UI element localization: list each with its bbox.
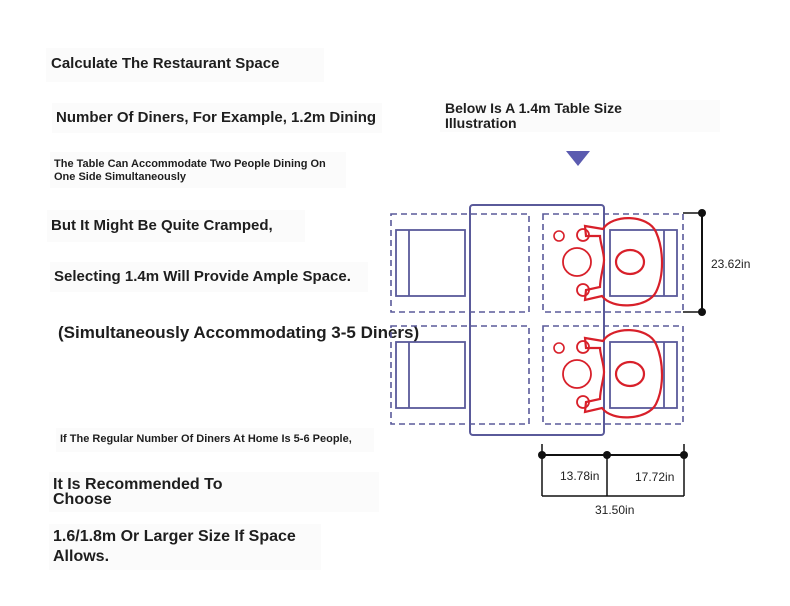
diner-right-top bbox=[543, 214, 683, 312]
title-line: Calculate The Restaurant Space bbox=[51, 55, 280, 72]
text-line-larger-size-b: Allows. bbox=[53, 548, 110, 565]
down-arrow-icon bbox=[566, 151, 590, 166]
text-line-recommended-b: Choose bbox=[53, 491, 112, 508]
diagram-caption-line1: Below Is A 1.4m Table Size bbox=[445, 100, 622, 116]
dim-height-label: 23.62in bbox=[711, 257, 751, 271]
text-line-regular-diners: If The Regular Number Of Diners At Home Is 5-6 People, bbox=[60, 433, 352, 445]
chair-left-top bbox=[391, 214, 529, 312]
text-line-example: Number Of Diners, For Example, 1.2m Dining bbox=[56, 109, 377, 126]
dim-left-label: 13.78in bbox=[560, 469, 600, 483]
text-line-ample: Selecting 1.4m Will Provide Ample Space. bbox=[54, 268, 351, 285]
chair-left-bottom bbox=[391, 326, 529, 424]
text-line-accommodating: (Simultaneously Accommodating 3-5 Diners) bbox=[58, 323, 420, 342]
text-line-two-people-b: One Side Simultaneously bbox=[54, 171, 187, 183]
height-dimension bbox=[683, 209, 706, 316]
text-line-cramped: But It Might Be Quite Cramped, bbox=[51, 217, 273, 234]
dim-total-label: 31.50in bbox=[595, 503, 635, 517]
diagram-caption-line2: Illustration bbox=[445, 115, 517, 131]
dining-table bbox=[470, 205, 604, 435]
text-line-larger-size-a: 1.6/1.8m Or Larger Size If Space bbox=[53, 528, 296, 545]
dim-right-label: 17.72in bbox=[635, 470, 675, 484]
text-line-two-people-a: The Table Can Accommodate Two People Dining On bbox=[54, 158, 326, 170]
diner-right-bottom bbox=[543, 326, 683, 424]
text-line-recommended-a: It Is Recommended To bbox=[53, 476, 223, 493]
